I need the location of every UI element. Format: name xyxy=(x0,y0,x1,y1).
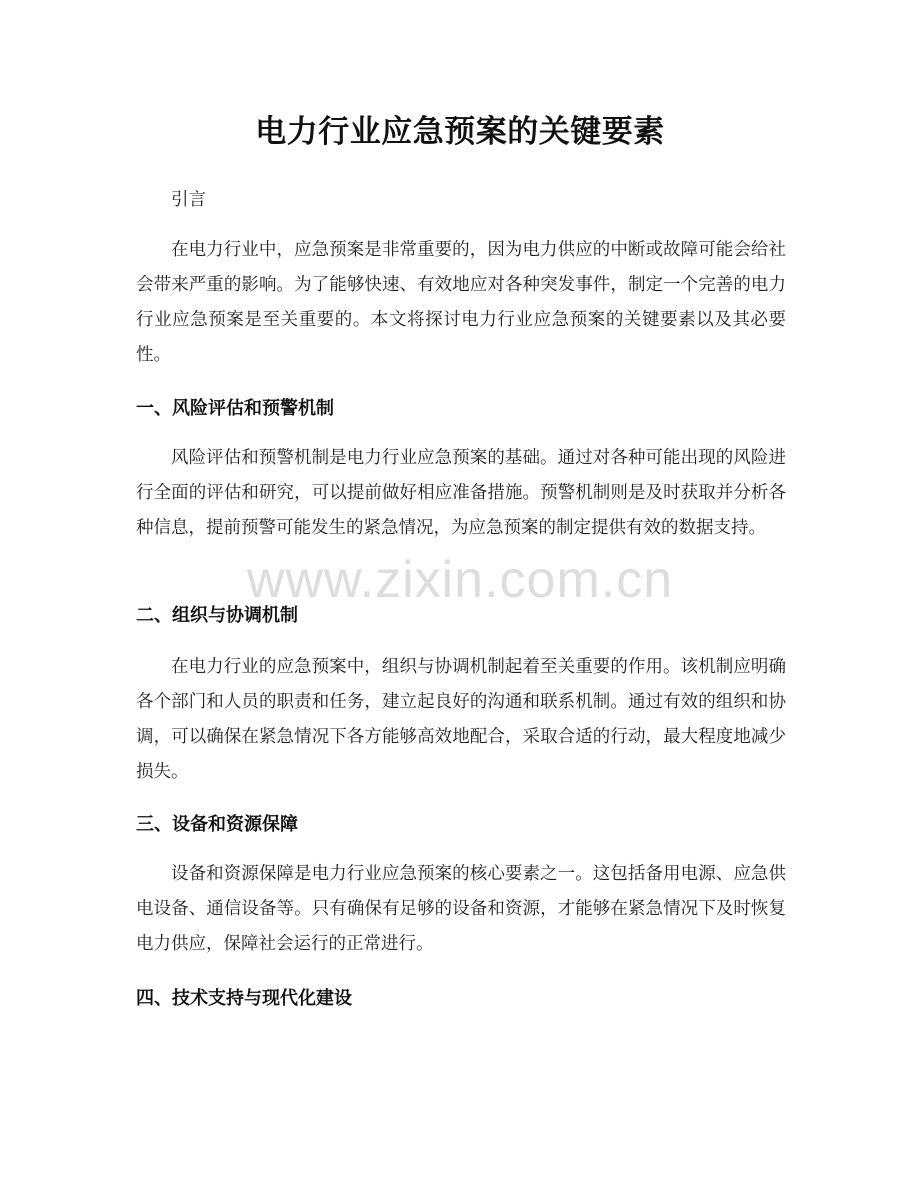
watermark: www.zixin.com.cn xyxy=(246,551,674,609)
section-heading-technology: 四、技术支持与现代化建设 xyxy=(136,988,352,1009)
document-title: 电力行业应急预案的关键要素 xyxy=(255,114,665,150)
section-body-risk-assessment: 风险评估和预警机制是电力行业应急预案的基础。通过对各种可能出现的风险进行全面的评估和研究，可以提前做好相应准备措施。预警机制则是及时获取并分析各种信息，提前预警可能发生的紧急情况，为应急预案的制定提供有效的数据支持。 xyxy=(136,448,786,538)
section-heading-organization: 二、组织与协调机制 xyxy=(136,605,298,626)
intro-paragraph: 在电力行业中，应急预案是非常重要的，因为电力供应的中断或故障可能会给社会带来严重的影响。为了能够快速、有效地应对各种突发事件，制定一个完善的电力行业应急预案是至关重要的。本文将探讨电力行业应急预案的关键要素以及其必要性。 xyxy=(136,240,786,365)
section-heading-risk-assessment: 一、风险评估和预警机制 xyxy=(136,398,334,419)
section-body-organization: 在电力行业的应急预案中，组织与协调机制起着至关重要的作用。该机制应明确各个部门和人员的职责和任务，建立起良好的沟通和联系机制。通过有效的组织和协调，可以确保在紧急情况下各方能够高效地配合，采取合适的行动，最大程度地减少损失。 xyxy=(136,657,786,782)
section-heading-equipment: 三、设备和资源保障 xyxy=(136,814,298,835)
intro-label: 引言 xyxy=(171,190,206,210)
section-body-equipment: 设备和资源保障是电力行业应急预案的核心要素之一。这包括备用电源、应急供电设备、通信设备等。只有确保有足够的设备和资源，才能够在紧急情况下及时恢复电力供应，保障社会运行的正常进行。 xyxy=(136,864,786,954)
